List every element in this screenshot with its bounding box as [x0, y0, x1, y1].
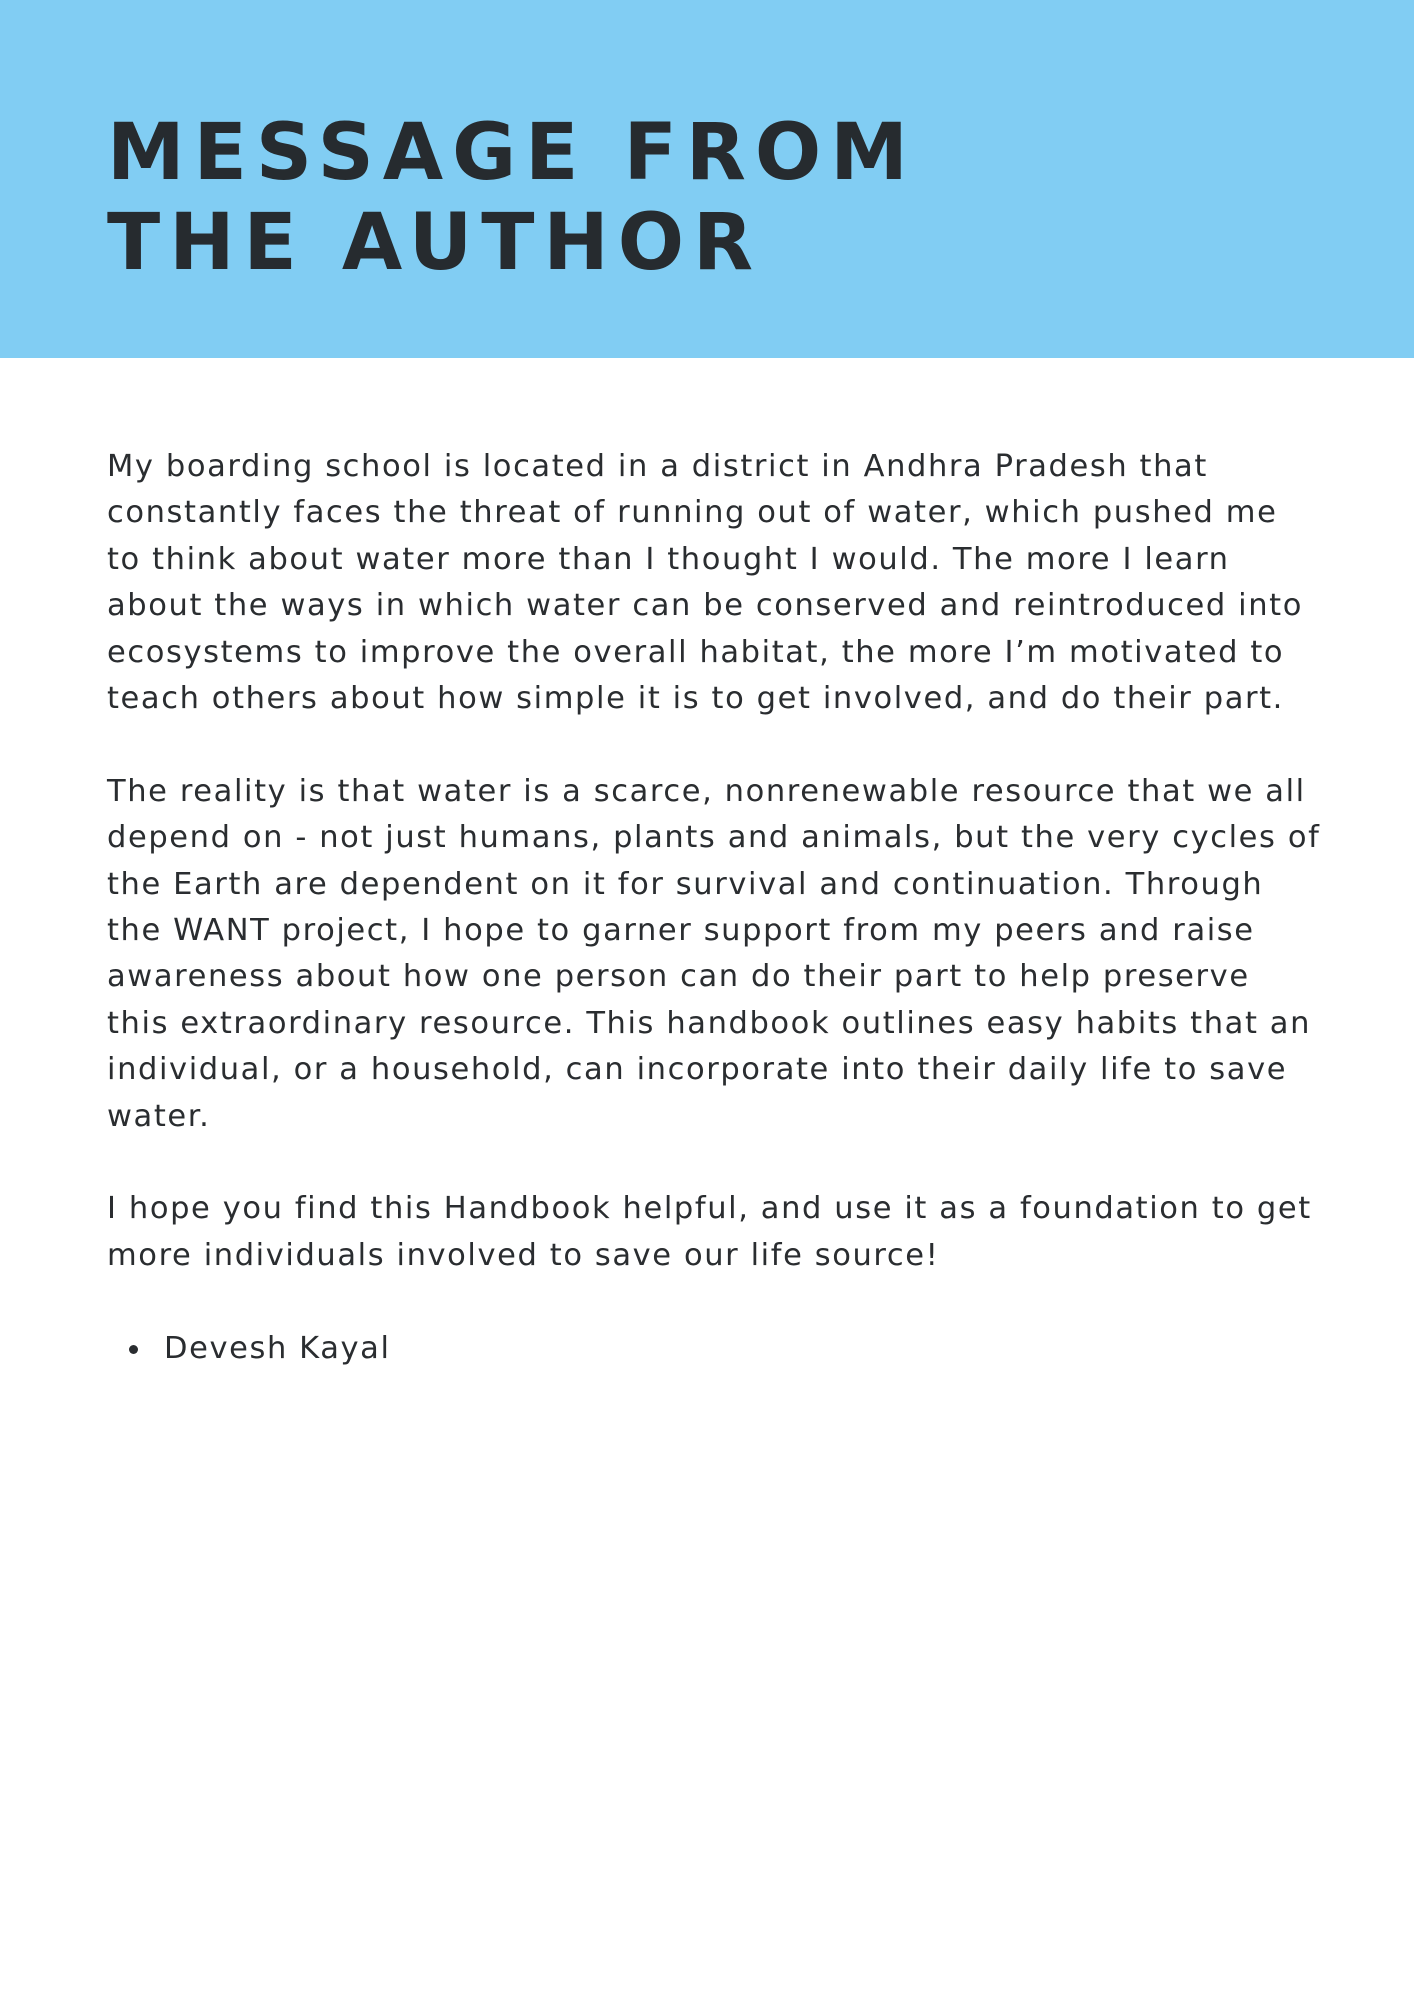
signature-list — [107, 1326, 1322, 1372]
page-title-line-2: THE AUTHOR — [107, 198, 763, 288]
paragraph-1: My boarding school is located in a district in Andhra Pradesh that constantly faces the threat of running out of water, which pushed me to think about water more than I thought I would. The more I learn about the ways in which water can be conserved and reintroduced into ecosystems to improve the overall habitat, the more I’m motivated to teach others about how simple it is to get involved, and do their part. — [107, 449, 1303, 717]
signature-item — [164, 1326, 1322, 1372]
header-band — [0, 0, 1414, 358]
page-title — [107, 108, 1207, 288]
paragraph-2: The reality is that water is a scarce, nonrenewable resource that we all depend on - not just humans, plants and animals, but the very cycles of the Earth are dependent on it for survival and continuation. Through the WANT project, I hope to garner support from my peers and raise awareness about how one person can do their part to help preserve this extraordinary resource. This handbook outlines easy habits that an individual, or a household, can incorporate into their daily life to save water. — [107, 773, 1321, 1134]
bullet-icon — [129, 1345, 138, 1354]
author-name: Devesh Kayal — [164, 1330, 391, 1366]
page-title-line-1: MESSAGE FROM — [107, 108, 917, 198]
paragraph-3: I hope you find this Handbook helpful, and use it as a foundation to get more individuals involved to save our life source! — [107, 1191, 1312, 1273]
message-body — [107, 444, 1322, 1372]
